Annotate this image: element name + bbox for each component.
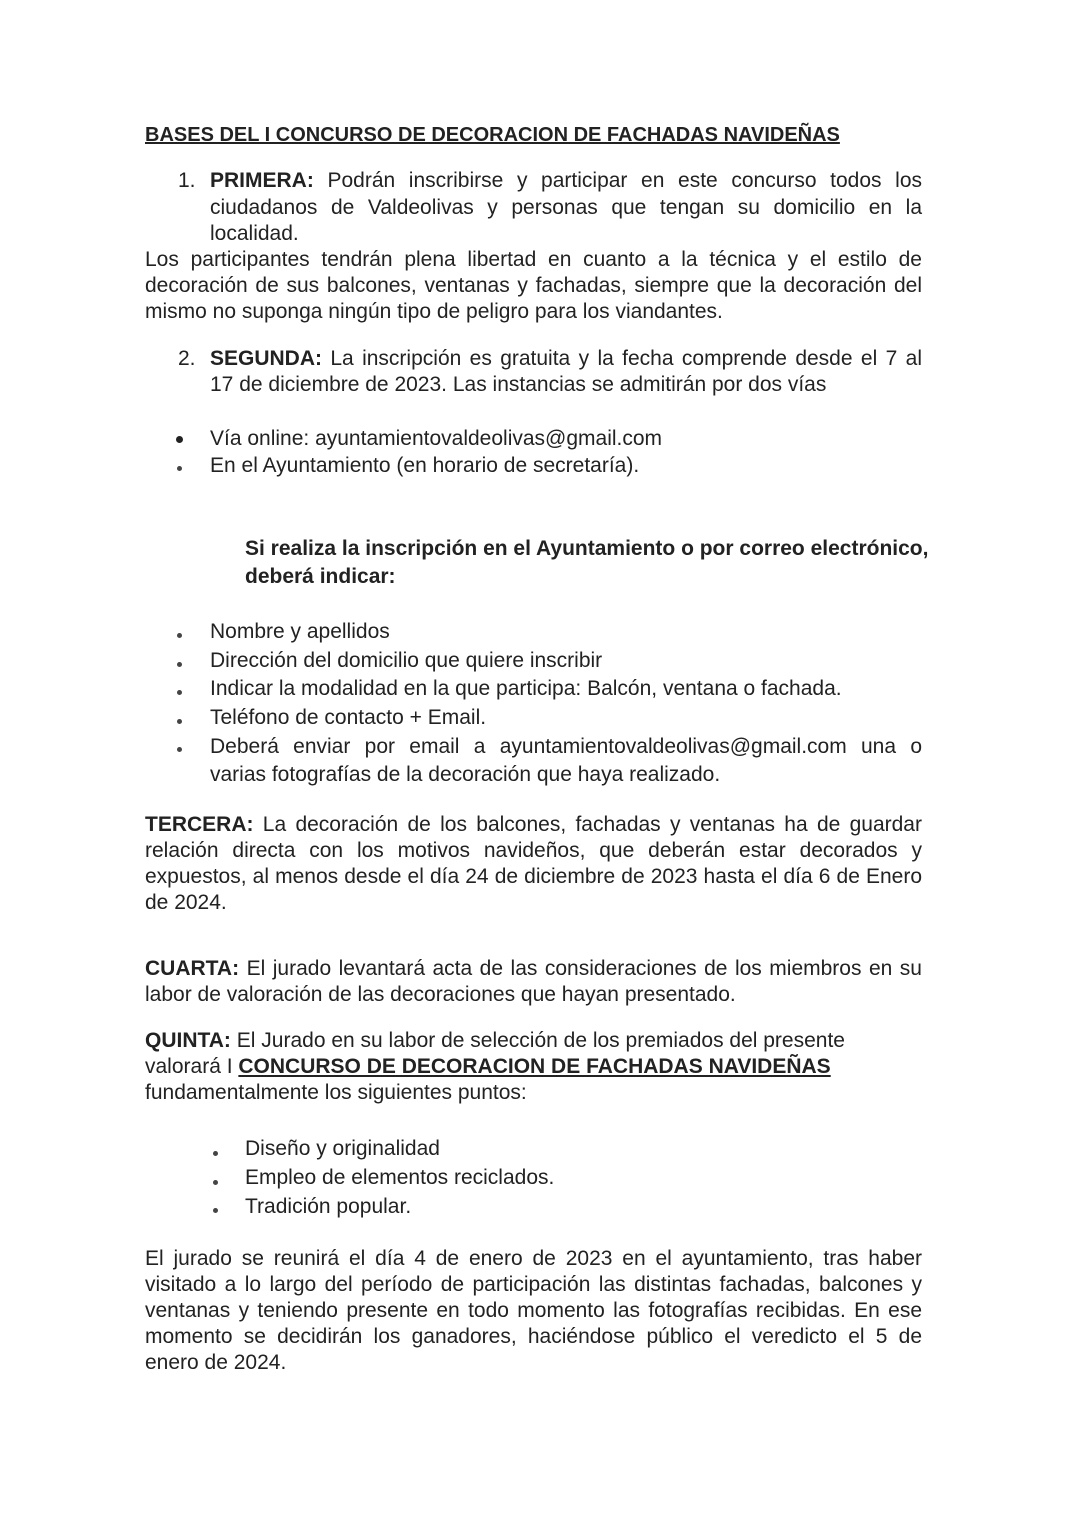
libertad-line-1: Los participantes tendrán plena libertad en cuanto a la técnica y el estilo de <box>145 248 922 271</box>
quinta-line-3: fundamentalmente los siguientes puntos: <box>145 1081 527 1104</box>
cierre-line-3: ventanas y teniendo presente en todo momento las fotografías recibidas. En ese <box>145 1299 922 1322</box>
segunda-line-2: 17 de diciembre de 2023. Las instancias se admitirán por dos vías <box>210 373 827 396</box>
requisito-item-2: Dirección del domicilio que quiere inscribir <box>210 649 603 672</box>
cuarta-label: CUARTA: <box>145 957 240 980</box>
libertad-line-2: decoración de sus balcones, ventanas y fachadas, siempre que la decoración del <box>145 274 922 297</box>
primera-line-3: localidad. <box>210 222 299 245</box>
primera-label: PRIMERA: <box>210 169 314 192</box>
cuarta-line-1 <box>145 956 922 982</box>
segunda-text-1: La inscripción es gratuita y la fecha comprende desde el 7 al <box>330 347 922 370</box>
primera-text-1: Podrán inscribirse y participar en este concurso todos los <box>327 169 922 192</box>
quinta-line-1 <box>145 1028 845 1054</box>
via-item-2: En el Ayuntamiento (en horario de secretaría). <box>210 454 640 477</box>
bullet-icon <box>176 436 183 443</box>
bullet-icon <box>177 633 182 638</box>
tercera-text-1: La decoración de los balcones, fachadas y ventanas ha de guardar <box>262 813 922 836</box>
libertad-line-3: mismo no suponga ningún tipo de peligro para los viandantes. <box>145 300 723 323</box>
quinta-label: QUINTA: <box>145 1029 231 1052</box>
requisito-item-5: Deberá enviar por email a ayuntamientovaldeolivas@gmail.com una o <box>210 735 922 758</box>
bullet-icon <box>177 690 182 695</box>
bullet-icon <box>213 1208 218 1213</box>
bullet-icon <box>213 1151 218 1156</box>
tercera-line-4: de 2024. <box>145 891 227 914</box>
punto-item-3: Tradición popular. <box>245 1195 412 1218</box>
tercera-line-3: expuestos, al menos desde el día 24 de diciembre de 2023 hasta el día 6 de Enero <box>145 865 922 888</box>
primera-number: 1. <box>178 169 196 192</box>
primera-line-1 <box>210 168 922 194</box>
cierre-line-2: visitado a lo largo del período de participación las distintas fachadas, balcones y <box>145 1273 922 1296</box>
bullet-icon <box>177 747 182 752</box>
requisito-item-6: varias fotografías de la decoración que haya realizado. <box>210 763 721 786</box>
cierre-line-5: enero de 2024. <box>145 1351 287 1374</box>
requisito-item-3: Indicar la modalidad en la que participa: Balcón, ventana o fachada. <box>210 677 842 700</box>
quinta-prefix: valorará I <box>145 1055 239 1078</box>
bullet-icon <box>177 466 182 471</box>
punto-item-2: Empleo de elementos reciclados. <box>245 1166 555 1189</box>
cuarta-line-2: labor de valoración de las decoraciones que hayan presentado. <box>145 983 736 1006</box>
quinta-text-1: El Jurado en su labor de selección de los premiados del presente <box>236 1029 845 1052</box>
primera-line-2: ciudadanos de Valdeolivas y personas que tengan su domicilio en la <box>210 196 922 219</box>
requisito-item-1: Nombre y apellidos <box>210 620 390 643</box>
tercera-line-2: relación directa con los motivos navideños, que deberán estar decorados y <box>145 839 922 862</box>
via-item-1: Vía online: ayuntamientovaldeolivas@gmail.com <box>210 427 663 450</box>
cierre-line-4: momento se decidirán los ganadores, haciéndose público el veredicto el 5 de <box>145 1325 922 1348</box>
bullet-icon <box>213 1180 218 1185</box>
tercera-label: TERCERA: <box>145 813 254 836</box>
bullet-icon <box>177 662 182 667</box>
cuarta-text-1: El jurado levantará acta de las consideraciones de los miembros en su <box>246 957 922 980</box>
cierre-line-1: El jurado se reunirá el día 4 de enero de 2023 en el ayuntamiento, tras haber <box>145 1247 922 1270</box>
segunda-label: SEGUNDA: <box>210 347 323 370</box>
indicar-line-1: Si realiza la inscripción en el Ayuntamiento o por correo electrónico, <box>245 537 929 560</box>
document-title: BASES DEL I CONCURSO DE DECORACION DE FACHADAS NAVIDEÑAS <box>145 124 840 146</box>
requisito-item-4: Teléfono de contacto + Email. <box>210 706 487 729</box>
tercera-line-1 <box>145 812 922 838</box>
quinta-contest-title: CONCURSO DE DECORACION DE FACHADAS NAVIDEÑAS <box>238 1055 831 1078</box>
indicar-line-2: deberá indicar: <box>245 565 396 588</box>
punto-item-1: Diseño y originalidad <box>245 1137 440 1160</box>
segunda-line-1 <box>210 346 922 372</box>
segunda-number: 2. <box>178 347 196 370</box>
quinta-line-2 <box>145 1054 831 1080</box>
bullet-icon <box>177 719 182 724</box>
